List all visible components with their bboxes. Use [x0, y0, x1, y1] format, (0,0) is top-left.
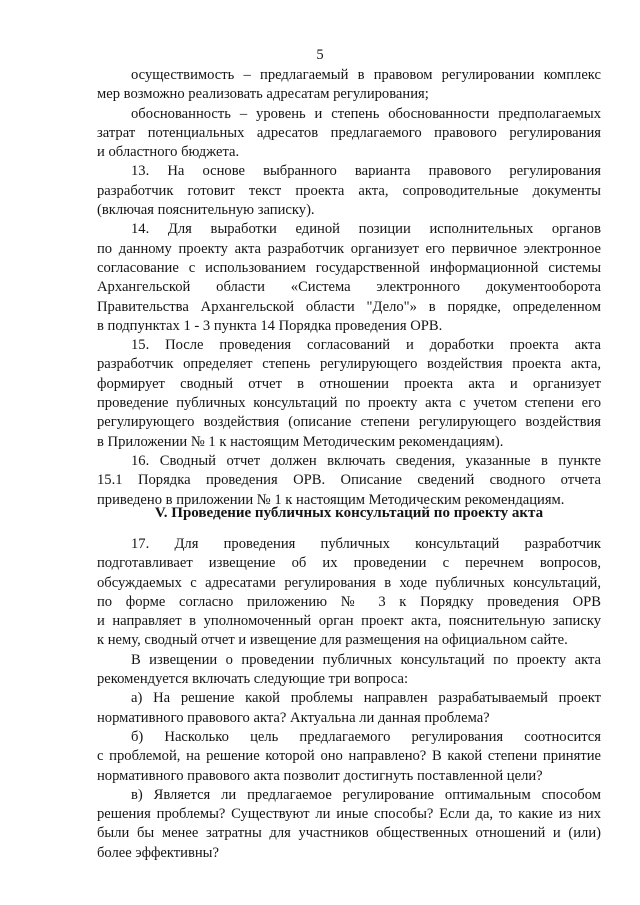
text-line: в подпунктах 1 - 3 пункта 14 Порядка проведения ОРВ. — [97, 317, 443, 334]
text-line: и областного бюджета. — [97, 144, 240, 161]
text-line: 14. Для выработки единой позиции исполнительных органов — [131, 221, 601, 238]
text-line: 16. Сводный отчет должен включать сведения, указанные в пункте — [131, 452, 601, 469]
text-line: к нему, сводный отчет и извещение для размещения на официальном сайте. — [97, 632, 568, 649]
text-line: в) Является ли предлагаемое регулирование оптимальным способом — [131, 786, 601, 803]
text-line: нормативного правового акта? Актуальна ли данная проблема? — [97, 709, 490, 726]
text-line: 15. После проведения согласований и доработки проекта акта — [131, 337, 601, 354]
text-block-top — [97, 66, 601, 510]
text-line: по форме согласно приложению № 3 к Порядку проведения ОРВ — [97, 593, 601, 610]
text-line: в Приложении № 1 к настоящим Методическим рекомендациям). — [97, 433, 504, 450]
text-line: решения проблемы? Существуют ли иные способы? Если да, то какие из них — [97, 806, 601, 823]
text-line: осуществимость – предлагаемый в правовом регулировании комплекс — [131, 67, 601, 83]
text-line: обоснованность – уровень и степень обоснованности предполагаемых — [131, 105, 601, 122]
text-line: формирует сводный отчет в отношении проекта акта и организует — [97, 375, 601, 392]
text-block-bottom — [97, 535, 601, 863]
text-line: Правительства Архангельской области "Дело"» в порядке, определенном — [97, 298, 601, 315]
text-line: более эффективны? — [97, 844, 219, 861]
section-heading: V. Проведение публичных консультаций по проекту акта — [154, 505, 544, 521]
text-line: Архангельской области «Система электронного документооборота — [97, 279, 601, 296]
text-line: затрат потенциальных адресатов предлагаемого правового регулирования — [97, 124, 601, 141]
text-line: а) На решение какой проблемы направлен разрабатываемый проект — [131, 690, 601, 707]
text-line: с проблемой, на решение которой оно направлено? В какой степени принятие — [97, 748, 601, 765]
text-line: разработчик определяет степень регулирующего воздействия проекта акта, — [97, 356, 601, 373]
text-line: 17. Для проведения публичных консультаций разработчик — [131, 536, 601, 552]
text-line: обсуждаемых с адресатами регулирования в ходе публичных консультаций, — [97, 574, 601, 591]
text-line: нормативного правового акта позволит достигнуть поставленной цели? — [97, 767, 543, 784]
text-line: и направляет в уполномоченный орган проект акта, пояснительную записку — [97, 613, 601, 630]
text-line: мер возможно реализовать адресатам регулирования; — [97, 86, 429, 103]
text-line: были бы менее затратны для участников общественных отношений и (или) — [97, 825, 601, 842]
page-number: 5 — [316, 47, 324, 63]
text-line: 13. На основе выбранного варианта правового регулирования — [131, 163, 601, 180]
text-line: 15.1 Порядка проведения ОРВ. Описание сведений сводного отчета — [97, 472, 601, 489]
text-line: проведение публичных консультаций по проекту акта с учетом степени его — [97, 395, 601, 412]
text-line: подготавливает извещение об их проведении с перечнем вопросов, — [97, 555, 601, 572]
text-line: регулирующего воздействия (описание степени регулирующего воздействия — [97, 414, 601, 431]
text-line: В извещении о проведении публичных консультаций по проекту акта — [131, 651, 601, 668]
text-line: приведено в приложении № 1 к настоящим Методическим рекомендациям. — [97, 491, 565, 508]
text-line: разработчик готовит текст проекта акта, сопроводительные документы — [97, 182, 601, 199]
text-line: рекомендуется включать следующие три вопроса: — [97, 671, 408, 688]
text-line: б) Насколько цель предлагаемого регулирования соотносится — [131, 728, 601, 745]
text-line: по данному проекту акта разработчик организует его первичное электронное — [97, 240, 601, 257]
text-line: (включая пояснительную записку). — [97, 202, 315, 219]
text-line: согласование с использованием государственной информационной системы — [97, 259, 601, 276]
